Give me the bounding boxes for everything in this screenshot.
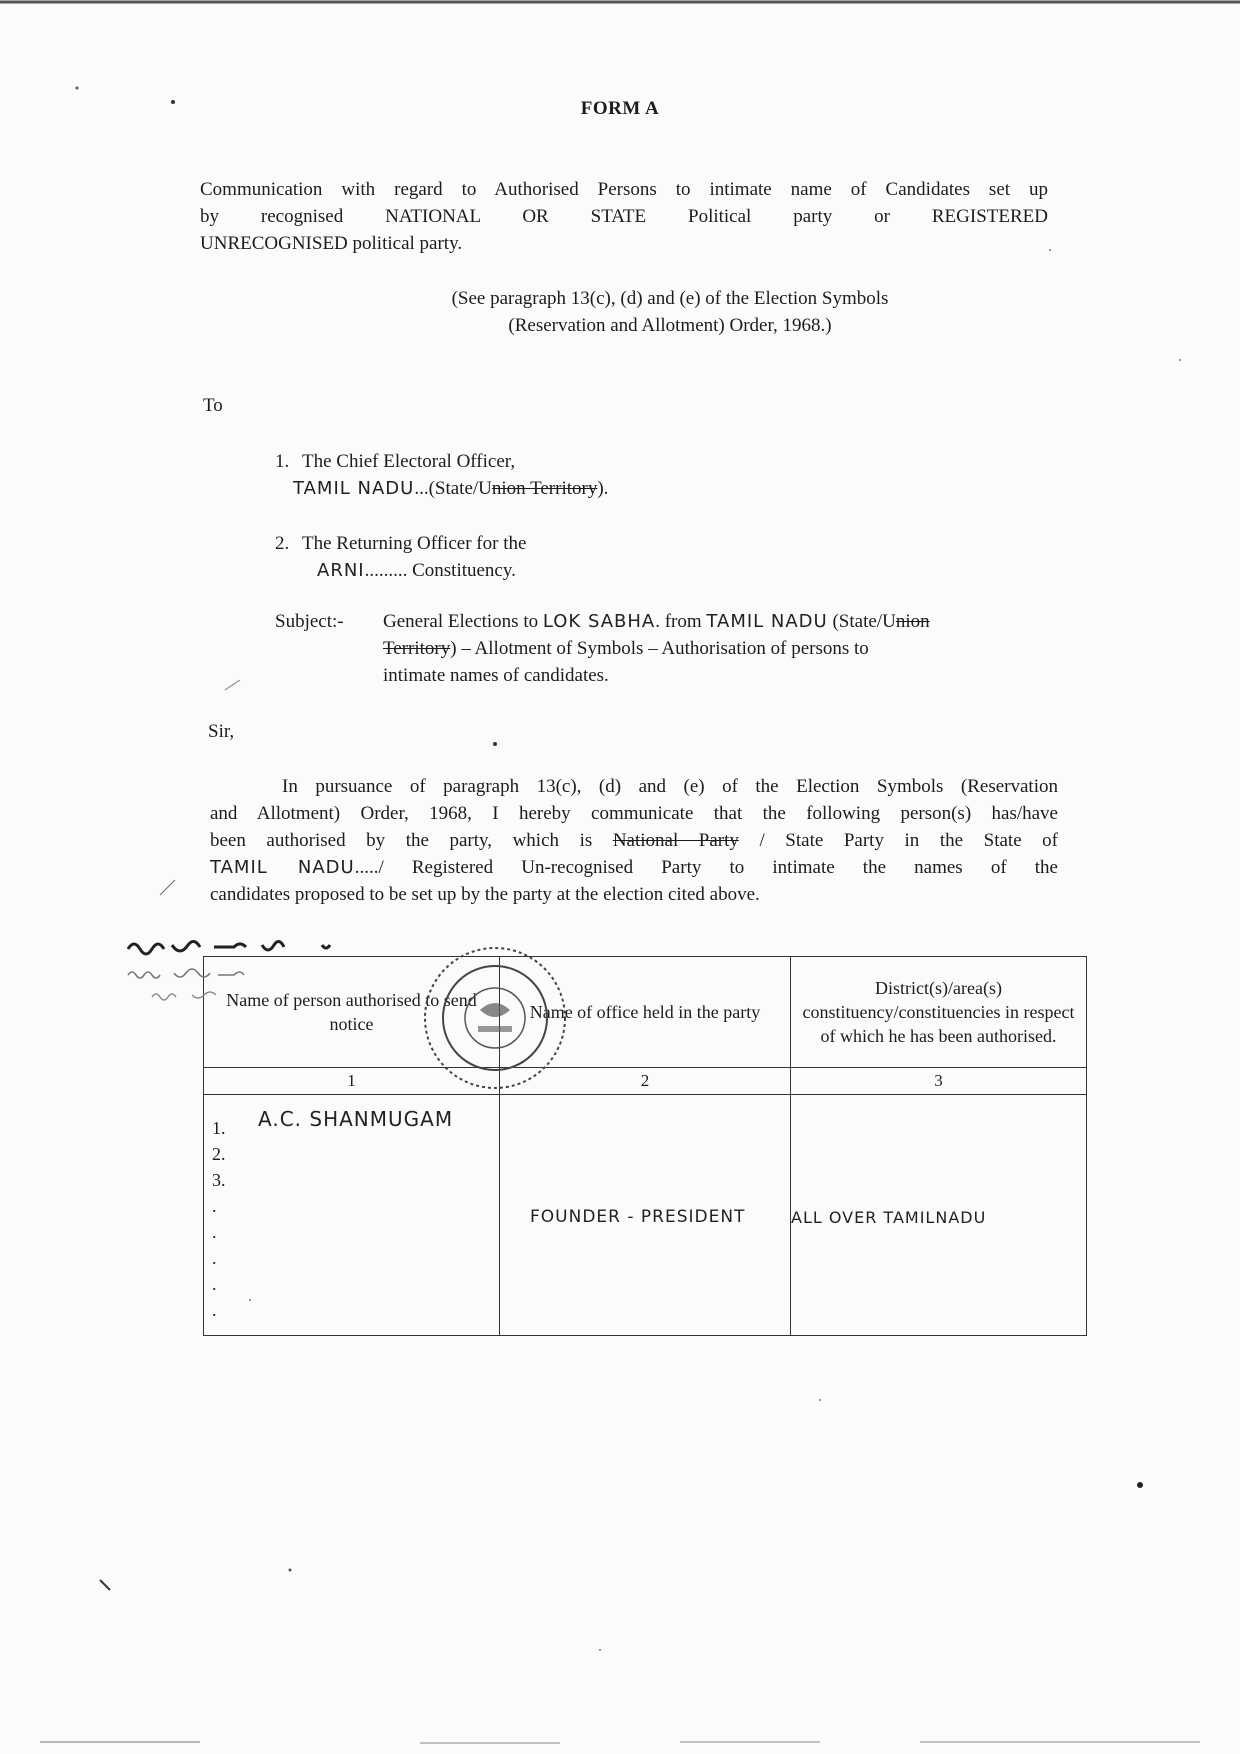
body-line-3-pre: been authorised by the party, which is	[210, 830, 593, 851]
subject-text	[383, 608, 1055, 689]
list-item: 1.	[212, 1118, 226, 1138]
addressee-2-number: 2.	[275, 533, 290, 554]
intro-line-3: UNRECOGNISED political party.	[200, 233, 463, 254]
reference-line-2: (Reservation and Allotment) Order, 1968.)	[508, 315, 832, 336]
reference-line-1: (See paragraph 13(c), (d) and (e) of the Election Symbols	[451, 288, 889, 309]
addressee-1-suffix-post: ).	[597, 478, 609, 499]
column-number-2: 2	[500, 1068, 791, 1095]
subject-strike-territory: Territory	[383, 638, 451, 659]
addressee-1-suffix-strike: nion Territory	[491, 478, 598, 499]
subject-house-handwritten: LOK SABHA	[542, 611, 656, 632]
intro-line-1: Communication with regard to Authorised Persons to intimate name of Candidates set up	[200, 179, 1048, 200]
authorised-person-name-handwritten: A.C. SHANMUGAM	[258, 1107, 454, 1131]
to-label: To	[203, 395, 223, 416]
subject-state-suffix: (State/U	[832, 611, 896, 632]
body-paragraph	[210, 773, 1058, 908]
body-line-1: In pursuance of paragraph 13(c), (d) and (e) of the Election Symbols (Reservation	[282, 776, 1058, 797]
form-title: FORM A	[580, 98, 660, 119]
reference-note	[290, 285, 1050, 339]
list-item: .	[212, 1222, 217, 1242]
addressee-2-constituency-handwritten: ARNI	[317, 560, 365, 581]
subject-strike-union: nion	[895, 611, 930, 632]
addressee-2-suffix: ......... Constituency.	[364, 560, 516, 581]
list-item: .	[212, 1300, 217, 1320]
table-number-row	[204, 1068, 1087, 1095]
body-line-4-state-handwritten: TAMIL NADU	[210, 857, 355, 878]
header-name-of-person: Name of person authorised to send notice	[204, 957, 500, 1068]
office-held-handwritten: FOUNDER - PRESIDENT	[530, 1207, 746, 1227]
table-row	[204, 1095, 1087, 1336]
salutation: Sir,	[208, 721, 235, 742]
list-item: .	[212, 1196, 217, 1216]
addressee-1-state-handwritten: TAMIL NADU	[293, 478, 415, 499]
addressee-1	[275, 448, 775, 502]
subject-state-handwritten: TAMIL NADU	[706, 611, 828, 632]
intro-paragraph	[200, 176, 1048, 257]
intro-line-2: by recognised NATIONAL OR STATE Political party or REGISTERED	[200, 206, 1048, 227]
body-line-3-post: / State Party in the State of	[759, 830, 1059, 851]
header-office-held: Name of office held in the party	[500, 957, 791, 1068]
addressee-1-number: 1.	[275, 451, 290, 472]
subject-line-2: ) – Allotment of Symbols – Authorisation of persons to	[450, 638, 869, 659]
list-item: 3.	[212, 1170, 226, 1190]
body-line-3	[210, 827, 1058, 854]
addressee-1-suffix-pre: ...(State/U	[414, 478, 492, 499]
column-number-1: 1	[204, 1068, 500, 1095]
subject-prefix: General Elections to	[383, 611, 539, 632]
name-cell	[204, 1095, 500, 1336]
body-line-5: candidates proposed to be set up by the party at the election cited above.	[210, 884, 760, 905]
party-seal-stamp	[410, 938, 580, 1098]
column-number-3: 3	[791, 1068, 1087, 1095]
body-line-2: and Allotment) Order, 1968, I hereby communicate that the following person(s) has/have	[210, 803, 1058, 824]
list-item: .	[212, 1274, 217, 1294]
subject-line-3: intimate names of candidates.	[383, 665, 609, 686]
subject-from: . from	[655, 611, 702, 632]
addressee-2-title: The Returning Officer for the	[302, 533, 527, 554]
office-cell	[500, 1095, 791, 1336]
signature-seal-scribble	[122, 935, 362, 1015]
header-district-area: District(s)/area(s) constituency/constituencies in respect of which he has been authorised.	[791, 957, 1087, 1068]
subject-label: Subject:-	[275, 611, 344, 632]
addressee-2	[275, 530, 775, 584]
body-line-4-rest: ...../ Registered Un-recognised Party to intimate the names of the	[354, 857, 1058, 878]
list-item: .	[212, 1248, 217, 1268]
list-item: 2.	[212, 1144, 226, 1164]
body-line-4	[210, 854, 1058, 881]
addressee-1-title: The Chief Electoral Officer,	[302, 451, 516, 472]
area-handwritten: ALL OVER TAMILNADU	[791, 1207, 987, 1227]
body-line-3-strike: National Party	[612, 830, 739, 851]
row-number-list	[212, 1115, 499, 1323]
area-cell	[791, 1095, 1087, 1336]
